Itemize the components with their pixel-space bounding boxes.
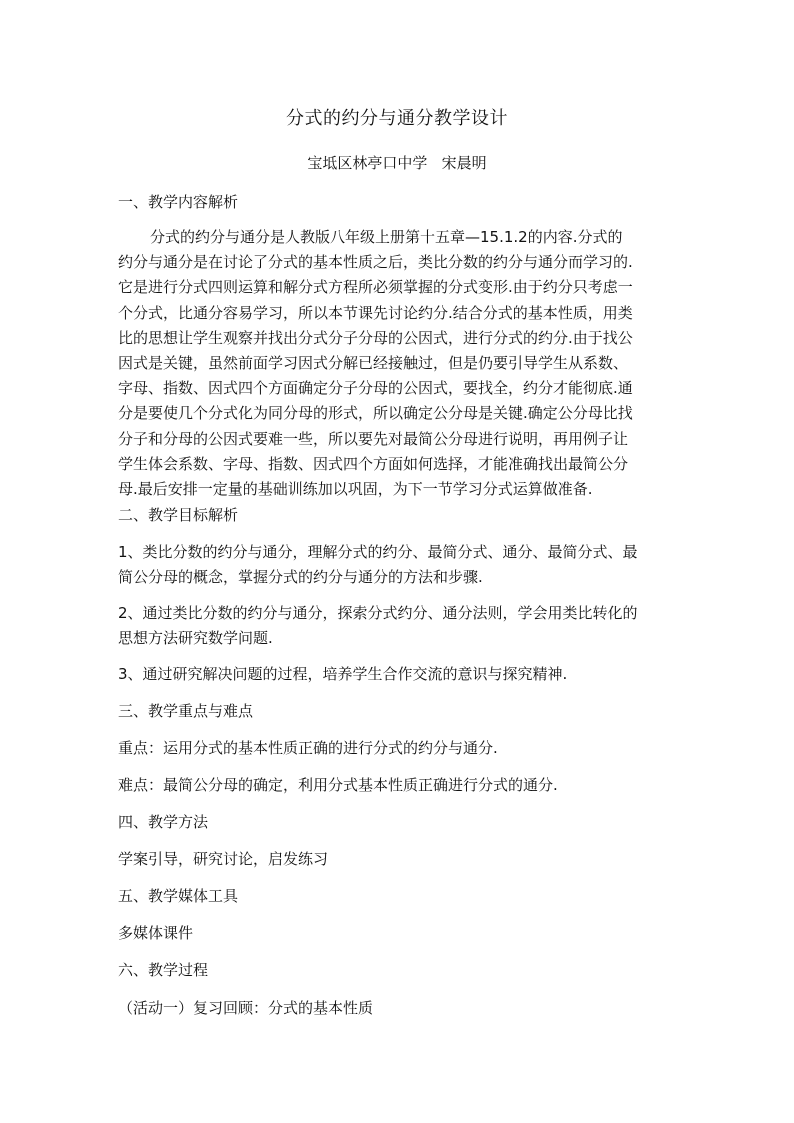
goal-2-line-2: 思想方法研究数学问题. bbox=[118, 629, 273, 647]
paragraph-line: 分式的约分与通分是人教版八年级上册第十五章—15.1.2的内容.分式的 bbox=[150, 228, 623, 246]
paragraph-line: 约分与通分是在讨论了分式的基本性质之后，类比分数的约分与通分而学习的. bbox=[118, 253, 633, 272]
paragraph-line: 它是进行分式四则运算和解分式方程所必须掌握的分式变形.由于约分只考虑一 bbox=[118, 278, 633, 297]
paragraph-line: 分子和分母的公因式要难一些，所以要先对最简公分母进行说明，再用例子让 bbox=[118, 429, 629, 448]
paragraph-line: 字母、指数、因式四个方面确定分子分母的公因式，要找全，约分才能彻底.通 bbox=[118, 379, 633, 398]
goal-1-line-2: 简公分母的概念，掌握分式的约分与通分的方法和步骤. bbox=[118, 568, 483, 586]
section-heading-key-points: 三、教学重点与难点 bbox=[118, 702, 254, 720]
paragraph-line: 学生体会系数、字母、指数、因式四个方面如何选择，才能准确找出最简公分 bbox=[118, 454, 629, 473]
difficulty-line: 难点：最简公分母的确定，利用分式基本性质正确进行分式的通分. bbox=[118, 776, 558, 794]
paragraph-line: 个分式，比通分容易学习，所以本节课先讨论约分.结合分式的基本性质，用类 bbox=[118, 303, 633, 322]
activity-one-line: （活动一）复习回顾：分式的基本性质 bbox=[118, 999, 374, 1017]
goal-1-line-1: 1、类比分数的约分与通分，理解分式的约分、最简分式、通分、最简分式、最 bbox=[118, 543, 638, 561]
paragraph-line: 因式是关键，虽然前面学习因式分解已经接触过，但是仍要引导学生从系数、 bbox=[118, 353, 629, 372]
section-heading-goal-analysis: 二、教学目标解析 bbox=[118, 506, 239, 524]
content-analysis-paragraph bbox=[118, 227, 678, 504]
teaching-methods-text: 学案引导，研究讨论，启发练习 bbox=[118, 850, 329, 868]
paragraph-line: 母.最后安排一定量的基础训练加以巩固，为下一节学习分式运算做准备. bbox=[118, 479, 593, 498]
goal-2-line-1: 2、通过类比分数的约分与通分，探索分式约分、通分法则，学会用类比转化的 bbox=[118, 604, 638, 622]
goal-3-line: 3、通过研究解决问题的过程，培养学生合作交流的意识与探究精神. bbox=[118, 665, 568, 683]
paragraph-line: 比的思想让学生观察并找出分式分子分母的公因式，进行分式的约分.由于找公 bbox=[118, 328, 633, 347]
author-line: 宝坻区林亭口中学 宋晨明 bbox=[307, 154, 487, 172]
section-heading-teaching-methods: 四、教学方法 bbox=[118, 813, 209, 831]
section-heading-teaching-process: 六、教学过程 bbox=[118, 961, 209, 979]
document-title: 分式的约分与通分教学设计 bbox=[286, 108, 508, 129]
section-heading-media-tools: 五、教学媒体工具 bbox=[118, 887, 239, 905]
paragraph-line: 分是要使几个分式化为同分母的形式，所以确定公分母是关键.确定公分母比找 bbox=[118, 404, 633, 423]
media-tools-text: 多媒体课件 bbox=[118, 924, 194, 942]
section-heading-content-analysis: 一、教学内容解析 bbox=[118, 193, 239, 211]
key-point-line: 重点：运用分式的基本性质正确的进行分式的约分与通分. bbox=[118, 739, 498, 757]
